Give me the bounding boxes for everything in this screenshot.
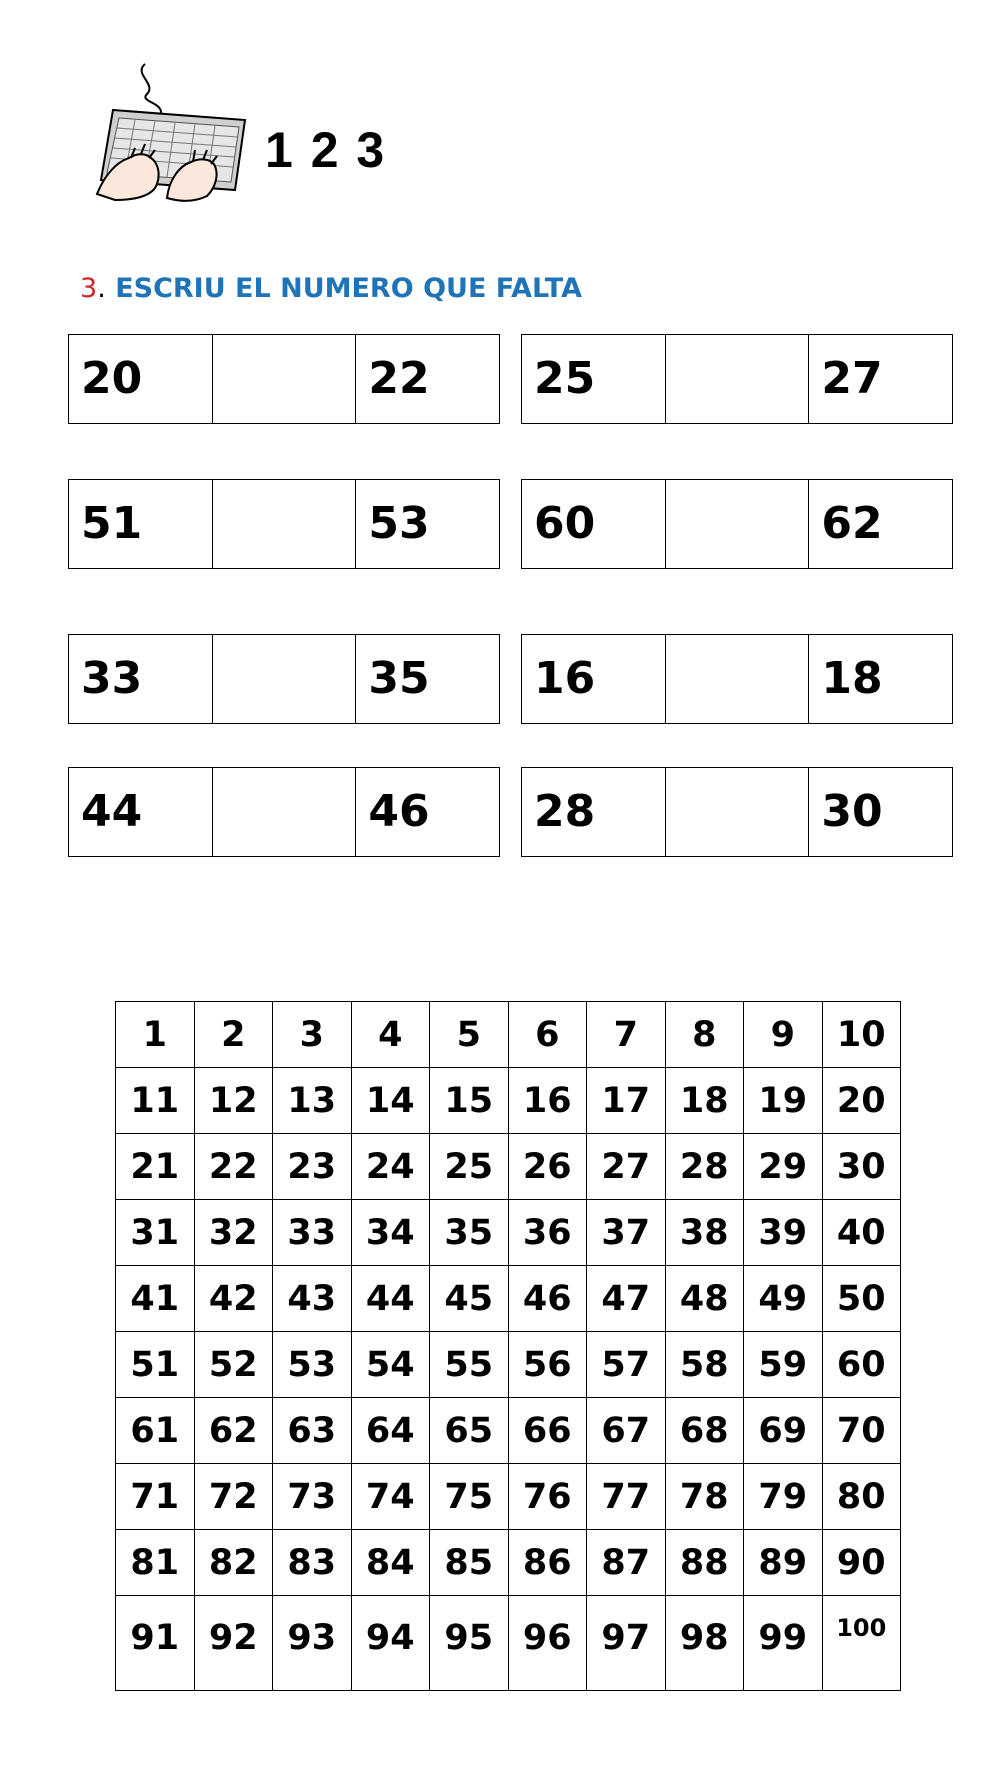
hundred-chart-cell: 35 bbox=[430, 1200, 509, 1266]
sequence-first: 44 bbox=[69, 768, 213, 856]
hundred-chart-cell: 87 bbox=[587, 1530, 666, 1596]
hundred-chart-cell: 94 bbox=[351, 1596, 430, 1691]
sequence-exercise bbox=[521, 767, 953, 857]
instruction-text: ESCRIU EL NUMERO QUE FALTA bbox=[115, 273, 582, 304]
hundred-chart-cell: 82 bbox=[194, 1530, 273, 1596]
hundred-chart-cell: 12 bbox=[194, 1068, 273, 1134]
hundred-chart-cell: 66 bbox=[508, 1398, 587, 1464]
hundred-chart-cell: 32 bbox=[194, 1200, 273, 1266]
hundred-chart-cell: 56 bbox=[508, 1332, 587, 1398]
hundred-chart-cell: 43 bbox=[273, 1266, 352, 1332]
hundred-chart-cell: 55 bbox=[430, 1332, 509, 1398]
missing-number-input[interactable] bbox=[666, 768, 810, 856]
missing-number-input[interactable] bbox=[213, 635, 357, 723]
hundred-chart bbox=[115, 1001, 901, 1691]
missing-number-input[interactable] bbox=[666, 335, 810, 423]
hundred-chart-cell: 23 bbox=[273, 1134, 352, 1200]
sequence-first: 60 bbox=[522, 480, 666, 568]
missing-number-input[interactable] bbox=[213, 768, 357, 856]
hundred-chart-cell: 18 bbox=[665, 1068, 744, 1134]
hundred-chart-cell: 42 bbox=[194, 1266, 273, 1332]
sequence-exercise bbox=[68, 334, 500, 424]
hundred-chart-cell: 83 bbox=[273, 1530, 352, 1596]
hundred-chart-cell: 33 bbox=[273, 1200, 352, 1266]
hundred-chart-row bbox=[116, 1134, 901, 1200]
hundred-chart-cell: 57 bbox=[587, 1332, 666, 1398]
hundred-chart-cell: 37 bbox=[587, 1200, 666, 1266]
hundred-chart-cell: 69 bbox=[744, 1398, 823, 1464]
hundred-chart-cell: 30 bbox=[822, 1134, 901, 1200]
hundred-chart-cell: 71 bbox=[116, 1464, 195, 1530]
hundred-chart-cell: 81 bbox=[116, 1530, 195, 1596]
sequence-exercise bbox=[521, 334, 953, 424]
hundred-chart-cell: 28 bbox=[665, 1134, 744, 1200]
hundred-chart-cell: 44 bbox=[351, 1266, 430, 1332]
hundred-chart-cell: 16 bbox=[508, 1068, 587, 1134]
sequence-last: 46 bbox=[368, 786, 430, 837]
hundred-chart-cell: 59 bbox=[744, 1332, 823, 1398]
hundred-chart-cell: 98 bbox=[665, 1596, 744, 1691]
hundred-chart-cell: 40 bbox=[822, 1200, 901, 1266]
hundred-chart-cell: 26 bbox=[508, 1134, 587, 1200]
hundred-chart-cell: 11 bbox=[116, 1068, 195, 1134]
hundred-chart-cell: 6 bbox=[508, 1002, 587, 1068]
hundred-chart-cell: 9 bbox=[744, 1002, 823, 1068]
sequence-first: 25 bbox=[522, 335, 666, 423]
sequence-exercise bbox=[521, 634, 953, 724]
hundred-chart-row bbox=[116, 1464, 901, 1530]
hundred-chart-cell: 61 bbox=[116, 1398, 195, 1464]
hundred-chart-cell: 75 bbox=[430, 1464, 509, 1530]
hundred-chart-cell: 15 bbox=[430, 1068, 509, 1134]
hundred-chart-cell: 72 bbox=[194, 1464, 273, 1530]
hundred-chart-cell: 60 bbox=[822, 1332, 901, 1398]
hundred-chart-cell: 90 bbox=[822, 1530, 901, 1596]
hundred-chart-cell: 29 bbox=[744, 1134, 823, 1200]
hundred-chart-cell: 36 bbox=[508, 1200, 587, 1266]
header-number: 1 2 3 bbox=[265, 122, 387, 178]
hundred-chart-cell: 84 bbox=[351, 1530, 430, 1596]
hundred-chart-cell: 76 bbox=[508, 1464, 587, 1530]
hundred-chart-cell: 64 bbox=[351, 1398, 430, 1464]
hundred-chart-cell: 80 bbox=[822, 1464, 901, 1530]
hundred-chart-cell: 52 bbox=[194, 1332, 273, 1398]
hundred-chart-cell: 100 bbox=[822, 1596, 901, 1691]
missing-number-input[interactable] bbox=[666, 635, 810, 723]
hundred-chart-cell: 67 bbox=[587, 1398, 666, 1464]
sequence-exercise bbox=[68, 479, 500, 569]
hundred-chart-cell: 46 bbox=[508, 1266, 587, 1332]
missing-number-input[interactable] bbox=[213, 335, 357, 423]
keyboard-typing-hands-icon bbox=[95, 62, 255, 202]
instruction bbox=[80, 272, 582, 306]
hundred-chart-cell: 53 bbox=[273, 1332, 352, 1398]
sequence-first: 28 bbox=[522, 768, 666, 856]
hundred-chart-cell: 97 bbox=[587, 1596, 666, 1691]
hundred-chart-cell: 89 bbox=[744, 1530, 823, 1596]
hundred-chart-cell: 13 bbox=[273, 1068, 352, 1134]
hundred-chart-cell: 31 bbox=[116, 1200, 195, 1266]
sequence-exercise bbox=[68, 634, 500, 724]
hundred-chart-cell: 10 bbox=[822, 1002, 901, 1068]
sequence-exercise bbox=[521, 479, 953, 569]
hundred-chart-cell: 17 bbox=[587, 1068, 666, 1134]
sequence-last: 22 bbox=[368, 353, 430, 404]
hundred-chart-cell: 22 bbox=[194, 1134, 273, 1200]
instruction-separator: . bbox=[97, 273, 106, 304]
hundred-chart-cell: 86 bbox=[508, 1530, 587, 1596]
hundred-chart-cell: 96 bbox=[508, 1596, 587, 1691]
hundred-chart-row bbox=[116, 1596, 901, 1691]
hundred-chart-cell: 95 bbox=[430, 1596, 509, 1691]
hundred-chart-cell: 2 bbox=[194, 1002, 273, 1068]
hundred-chart-cell: 34 bbox=[351, 1200, 430, 1266]
hundred-chart-cell: 74 bbox=[351, 1464, 430, 1530]
hundred-chart-cell: 50 bbox=[822, 1266, 901, 1332]
hundred-chart-cell: 8 bbox=[665, 1002, 744, 1068]
hundred-chart-cell: 45 bbox=[430, 1266, 509, 1332]
hundred-chart-cell: 47 bbox=[587, 1266, 666, 1332]
hundred-chart-cell: 25 bbox=[430, 1134, 509, 1200]
hundred-chart-cell: 73 bbox=[273, 1464, 352, 1530]
sequence-last: 30 bbox=[821, 786, 883, 837]
hundred-chart-cell: 65 bbox=[430, 1398, 509, 1464]
hundred-chart-cell: 63 bbox=[273, 1398, 352, 1464]
hundred-chart-row bbox=[116, 1068, 901, 1134]
hundred-chart-cell: 38 bbox=[665, 1200, 744, 1266]
hundred-chart-cell: 5 bbox=[430, 1002, 509, 1068]
sequence-last: 53 bbox=[368, 498, 430, 549]
hundred-chart-cell: 54 bbox=[351, 1332, 430, 1398]
missing-number-input[interactable] bbox=[666, 480, 810, 568]
hundred-chart-cell: 14 bbox=[351, 1068, 430, 1134]
hundred-chart-cell: 48 bbox=[665, 1266, 744, 1332]
hundred-chart-cell: 39 bbox=[744, 1200, 823, 1266]
hundred-chart-cell: 68 bbox=[665, 1398, 744, 1464]
hundred-chart-cell: 70 bbox=[822, 1398, 901, 1464]
hundred-chart-cell: 7 bbox=[587, 1002, 666, 1068]
hundred-chart-cell: 21 bbox=[116, 1134, 195, 1200]
hundred-chart-cell: 20 bbox=[822, 1068, 901, 1134]
sequence-last: 27 bbox=[821, 353, 883, 404]
sequence-first: 16 bbox=[522, 635, 666, 723]
hundred-chart-cell: 24 bbox=[351, 1134, 430, 1200]
hundred-chart-cell: 62 bbox=[194, 1398, 273, 1464]
sequence-first: 33 bbox=[69, 635, 213, 723]
instruction-number: 3 bbox=[80, 273, 98, 304]
hundred-chart-row bbox=[116, 1002, 901, 1068]
hundred-chart-cell: 58 bbox=[665, 1332, 744, 1398]
hundred-chart-row bbox=[116, 1398, 901, 1464]
sequence-last: 18 bbox=[821, 653, 883, 704]
hundred-chart-cell: 27 bbox=[587, 1134, 666, 1200]
sequence-last: 62 bbox=[821, 498, 883, 549]
hundred-chart-cell: 91 bbox=[116, 1596, 195, 1691]
hundred-chart-cell: 51 bbox=[116, 1332, 195, 1398]
missing-number-input[interactable] bbox=[213, 480, 357, 568]
hundred-chart-cell: 88 bbox=[665, 1530, 744, 1596]
hundred-chart-row bbox=[116, 1266, 901, 1332]
hundred-chart-cell: 41 bbox=[116, 1266, 195, 1332]
hundred-chart-cell: 99 bbox=[744, 1596, 823, 1691]
hundred-chart-row bbox=[116, 1332, 901, 1398]
hundred-chart-cell: 93 bbox=[273, 1596, 352, 1691]
hundred-chart-cell: 77 bbox=[587, 1464, 666, 1530]
hundred-chart-cell: 49 bbox=[744, 1266, 823, 1332]
hundred-chart-cell: 3 bbox=[273, 1002, 352, 1068]
hundred-chart-cell: 1 bbox=[116, 1002, 195, 1068]
hundred-chart-row bbox=[116, 1530, 901, 1596]
hundred-chart-cell: 19 bbox=[744, 1068, 823, 1134]
sequence-first: 51 bbox=[69, 480, 213, 568]
sequence-exercise bbox=[68, 767, 500, 857]
hundred-chart-row bbox=[116, 1200, 901, 1266]
hundred-chart-cell: 79 bbox=[744, 1464, 823, 1530]
hundred-chart-cell: 4 bbox=[351, 1002, 430, 1068]
hundred-chart-cell: 92 bbox=[194, 1596, 273, 1691]
hundred-chart-cell: 85 bbox=[430, 1530, 509, 1596]
sequence-last: 35 bbox=[368, 653, 430, 704]
hundred-chart-cell: 78 bbox=[665, 1464, 744, 1530]
sequence-first: 20 bbox=[69, 335, 213, 423]
